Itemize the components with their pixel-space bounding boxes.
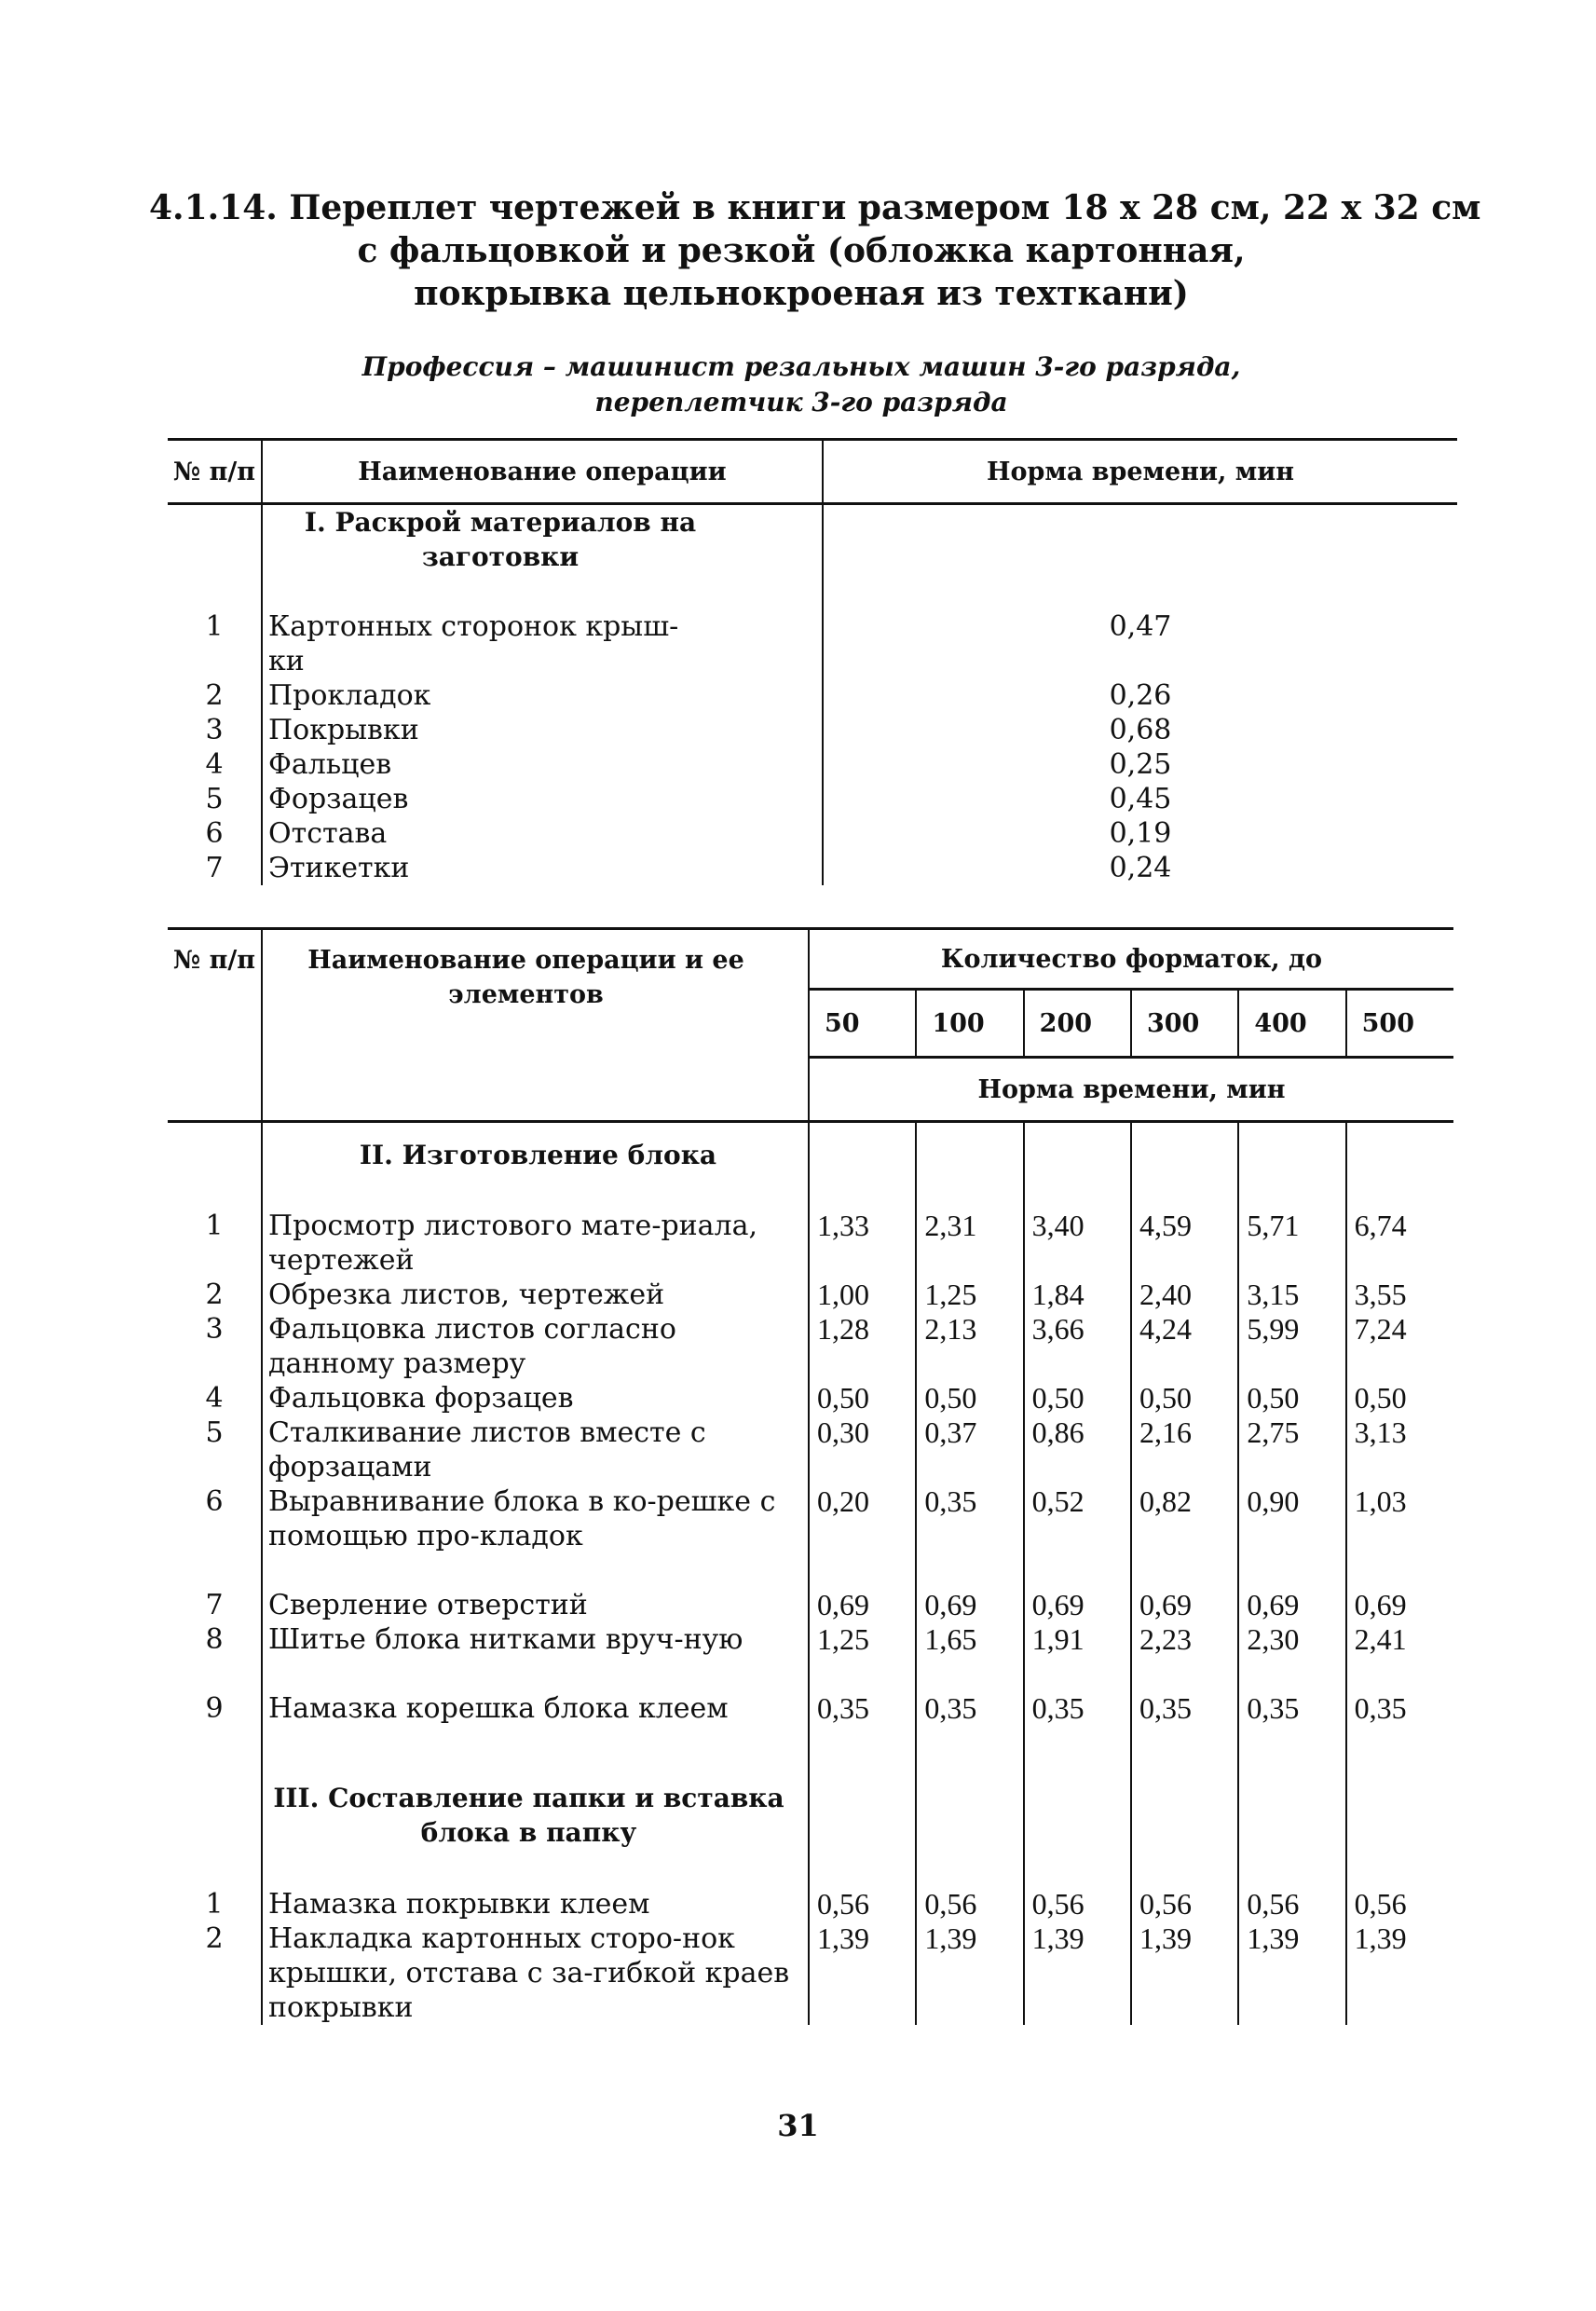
row-value: 1,39 xyxy=(809,1921,916,2025)
table-header-row xyxy=(168,440,1457,504)
format-header-100: 100 xyxy=(916,990,1023,1058)
row-value: 0,25 xyxy=(1109,748,1172,781)
row-num: 6 xyxy=(168,816,262,851)
row-value: 0,69 xyxy=(916,1588,1023,1622)
row-operation: Отстава xyxy=(262,816,823,851)
row-num: 3 xyxy=(168,713,262,747)
section-title: I. Раскрой материалов на заготовки xyxy=(262,504,823,610)
row-value: 0,35 xyxy=(916,1691,1023,1760)
row-value: 1,03 xyxy=(1354,1484,1407,1518)
row-value: 0,56 xyxy=(916,1887,1023,1921)
table-row xyxy=(168,713,1457,747)
row-value: 1,33 xyxy=(809,1209,916,1278)
header-num: № п/п xyxy=(168,929,262,1121)
table-row xyxy=(168,1921,1453,2025)
format-header-500: 500 xyxy=(1346,990,1453,1058)
table-header-row xyxy=(168,929,1453,990)
row-num: 2 xyxy=(168,678,262,713)
table-body xyxy=(168,1122,1453,2026)
header-format-group: Количество форматок, до xyxy=(940,944,1323,974)
section-title: II. Изготовление блока xyxy=(262,1122,809,1210)
row-value: 0,56 xyxy=(1354,1887,1407,1921)
row-value: 2,16 xyxy=(1131,1415,1238,1484)
table-row xyxy=(168,609,1457,678)
profession-line-2: переплетчик 3-го разряда xyxy=(594,387,1008,417)
row-value: 1,91 xyxy=(1024,1622,1131,1691)
row-value: 0,50 xyxy=(1354,1381,1407,1415)
section-heading xyxy=(149,186,1481,315)
row-operation: Картонных сторонок крыш-ки xyxy=(262,609,823,678)
row-value: 0,68 xyxy=(1109,714,1172,746)
row-value: 3,66 xyxy=(1024,1312,1131,1381)
row-value: 3,55 xyxy=(1354,1278,1407,1311)
row-value: 0,19 xyxy=(1109,817,1172,850)
row-operation: Выравнивание блока в ко-решке с помощью про-кладок xyxy=(262,1484,809,1588)
section-row xyxy=(168,1760,1453,1887)
row-num: 4 xyxy=(168,1381,262,1415)
row-operation: Шитье блока нитками вруч-ную xyxy=(262,1622,809,1691)
row-value: 0,90 xyxy=(1238,1484,1345,1588)
row-value: 6,74 xyxy=(1354,1209,1407,1242)
block-making-norms-table xyxy=(168,927,1453,2025)
row-operation: Намазка корешка блока клеем xyxy=(262,1691,809,1760)
row-num: 5 xyxy=(168,1415,262,1484)
header-norm: Норма времени, мин xyxy=(823,440,1457,504)
row-value: 3,40 xyxy=(1024,1209,1131,1278)
row-value: 0,24 xyxy=(1109,852,1172,884)
table-row xyxy=(168,1381,1453,1415)
row-value: 1,25 xyxy=(809,1622,916,1691)
table-row xyxy=(168,851,1457,885)
row-value: 1,28 xyxy=(809,1312,916,1381)
cutting-norms-table xyxy=(168,438,1457,885)
table-row xyxy=(168,1622,1453,1691)
row-value: 1,39 xyxy=(1238,1921,1345,2025)
row-num: 4 xyxy=(168,747,262,782)
row-num: 5 xyxy=(168,782,262,816)
row-value: 2,41 xyxy=(1354,1622,1407,1656)
table-row xyxy=(168,1484,1453,1588)
row-operation: Этикетки xyxy=(262,851,823,885)
row-value: 0,69 xyxy=(1131,1588,1238,1622)
row-value: 2,23 xyxy=(1131,1622,1238,1691)
row-operation: Сверление отверстий xyxy=(262,1588,809,1622)
row-value: 0,69 xyxy=(1024,1588,1131,1622)
table-row xyxy=(168,1312,1453,1381)
row-value: 1,39 xyxy=(916,1921,1023,2025)
table-row xyxy=(168,747,1457,782)
row-value: 3,15 xyxy=(1238,1278,1345,1312)
row-value: 1,39 xyxy=(1131,1921,1238,2025)
row-value: 0,50 xyxy=(1131,1381,1238,1415)
row-value: 2,40 xyxy=(1131,1278,1238,1312)
row-operation: Обрезка листов, чертежей xyxy=(262,1278,809,1312)
row-value: 2,31 xyxy=(916,1209,1023,1278)
header-num: № п/п xyxy=(168,440,262,504)
row-value: 0,50 xyxy=(916,1381,1023,1415)
row-value: 5,71 xyxy=(1238,1209,1345,1278)
row-operation: Фальцовка листов согласно данному размеру xyxy=(262,1312,809,1381)
heading-line-2: с фальцовкой и резкой (обложка картонная, xyxy=(357,231,1246,270)
section-title: III. Составление папки и вставка блока в папку xyxy=(262,1760,809,1887)
row-operation: Фальцев xyxy=(262,747,823,782)
header-operation: Наименование операции xyxy=(262,440,823,504)
row-value: 1,39 xyxy=(1024,1921,1131,2025)
table-row xyxy=(168,1278,1453,1312)
profession-note xyxy=(149,349,1453,420)
row-value: 0,56 xyxy=(1238,1887,1345,1921)
format-header-300: 300 xyxy=(1131,990,1238,1058)
row-value: 0,50 xyxy=(1024,1381,1131,1415)
row-value: 0,35 xyxy=(1131,1691,1238,1760)
heading-line-1: 4.1.14. Переплет чертежей в книги размером 18 х 28 см, 22 х 32 см xyxy=(149,188,1481,227)
format-header-200: 200 xyxy=(1024,990,1131,1058)
row-value: 0,26 xyxy=(1109,679,1172,712)
row-value: 0,56 xyxy=(1131,1887,1238,1921)
row-value: 0,69 xyxy=(1354,1588,1407,1621)
table-row xyxy=(168,782,1457,816)
row-operation: Покрывки xyxy=(262,713,823,747)
row-value: 0,35 xyxy=(1238,1691,1345,1760)
row-value: 1,00 xyxy=(809,1278,916,1312)
row-value: 0,35 xyxy=(1024,1691,1131,1760)
row-value: 4,24 xyxy=(1131,1312,1238,1381)
table-row xyxy=(168,1415,1453,1484)
row-value: 0,30 xyxy=(809,1415,916,1484)
row-num: 1 xyxy=(168,609,262,678)
row-num: 1 xyxy=(168,1209,262,1278)
row-value: 3,13 xyxy=(1354,1415,1407,1449)
row-value: 0,37 xyxy=(916,1415,1023,1484)
row-num: 6 xyxy=(168,1484,262,1588)
format-header-50: 50 xyxy=(809,990,916,1058)
row-num: 8 xyxy=(168,1622,262,1691)
row-operation: Форзацев xyxy=(262,782,823,816)
row-operation: Накладка картонных сторо-нок крышки, отстава с за-гибкой краев покрывки xyxy=(262,1921,809,2025)
row-num: 7 xyxy=(168,1588,262,1622)
row-value: 0,35 xyxy=(1354,1691,1407,1725)
row-value: 0,52 xyxy=(1024,1484,1131,1588)
row-value: 4,59 xyxy=(1131,1209,1238,1278)
row-num: 7 xyxy=(168,851,262,885)
row-num: 1 xyxy=(168,1887,262,1921)
row-value: 0,50 xyxy=(809,1381,916,1415)
row-value: 1,39 xyxy=(1354,1921,1407,1955)
row-num: 2 xyxy=(168,1278,262,1312)
page-number: 31 xyxy=(777,2108,819,2143)
row-value: 0,69 xyxy=(1238,1588,1345,1622)
table-row xyxy=(168,816,1457,851)
row-num: 2 xyxy=(168,1921,262,2025)
row-value: 0,56 xyxy=(809,1887,916,1921)
row-value: 0,47 xyxy=(1109,610,1172,643)
table-row xyxy=(168,1209,1453,1278)
row-value: 0,35 xyxy=(809,1691,916,1760)
row-value: 0,69 xyxy=(809,1588,916,1622)
header-norm: Норма времени, мин xyxy=(977,1074,1286,1104)
row-value: 1,84 xyxy=(1024,1278,1131,1312)
section-row xyxy=(168,504,1457,610)
row-operation: Просмотр листового мате-риала, чертежей xyxy=(262,1209,809,1278)
row-value: 1,65 xyxy=(916,1622,1023,1691)
row-value: 2,30 xyxy=(1238,1622,1345,1691)
row-value: 5,99 xyxy=(1238,1312,1345,1381)
table-row xyxy=(168,1588,1453,1622)
table-row xyxy=(168,678,1457,713)
row-value: 7,24 xyxy=(1354,1312,1407,1346)
section-row xyxy=(168,1122,1453,1210)
row-operation: Сталкивание листов вместе с форзацами xyxy=(262,1415,809,1484)
row-value: 0,50 xyxy=(1238,1381,1345,1415)
format-header-400: 400 xyxy=(1238,990,1345,1058)
row-value: 0,86 xyxy=(1024,1415,1131,1484)
row-operation: Прокладок xyxy=(262,678,823,713)
row-num: 3 xyxy=(168,1312,262,1381)
row-value: 0,56 xyxy=(1024,1887,1131,1921)
row-num: 9 xyxy=(168,1691,262,1760)
row-value: 0,35 xyxy=(916,1484,1023,1588)
row-operation: Намазка покрывки клеем xyxy=(262,1887,809,1921)
row-value: 0,82 xyxy=(1131,1484,1238,1588)
profession-line-1: Профессия – машинист резальных машин 3-го разряда, xyxy=(361,351,1241,382)
row-operation: Фальцовка форзацев xyxy=(262,1381,809,1415)
header-operation: Наименование операции и ее элементов xyxy=(262,929,809,1121)
row-value: 2,75 xyxy=(1238,1415,1345,1484)
table-row xyxy=(168,1887,1453,1921)
heading-line-3: покрывка цельнокроеная из техткани) xyxy=(414,274,1189,313)
table-row xyxy=(168,1691,1453,1760)
row-value: 2,13 xyxy=(916,1312,1023,1381)
row-value: 0,45 xyxy=(1109,783,1172,815)
table-body xyxy=(168,609,1457,885)
row-value: 0,20 xyxy=(809,1484,916,1588)
row-value: 1,25 xyxy=(916,1278,1023,1312)
